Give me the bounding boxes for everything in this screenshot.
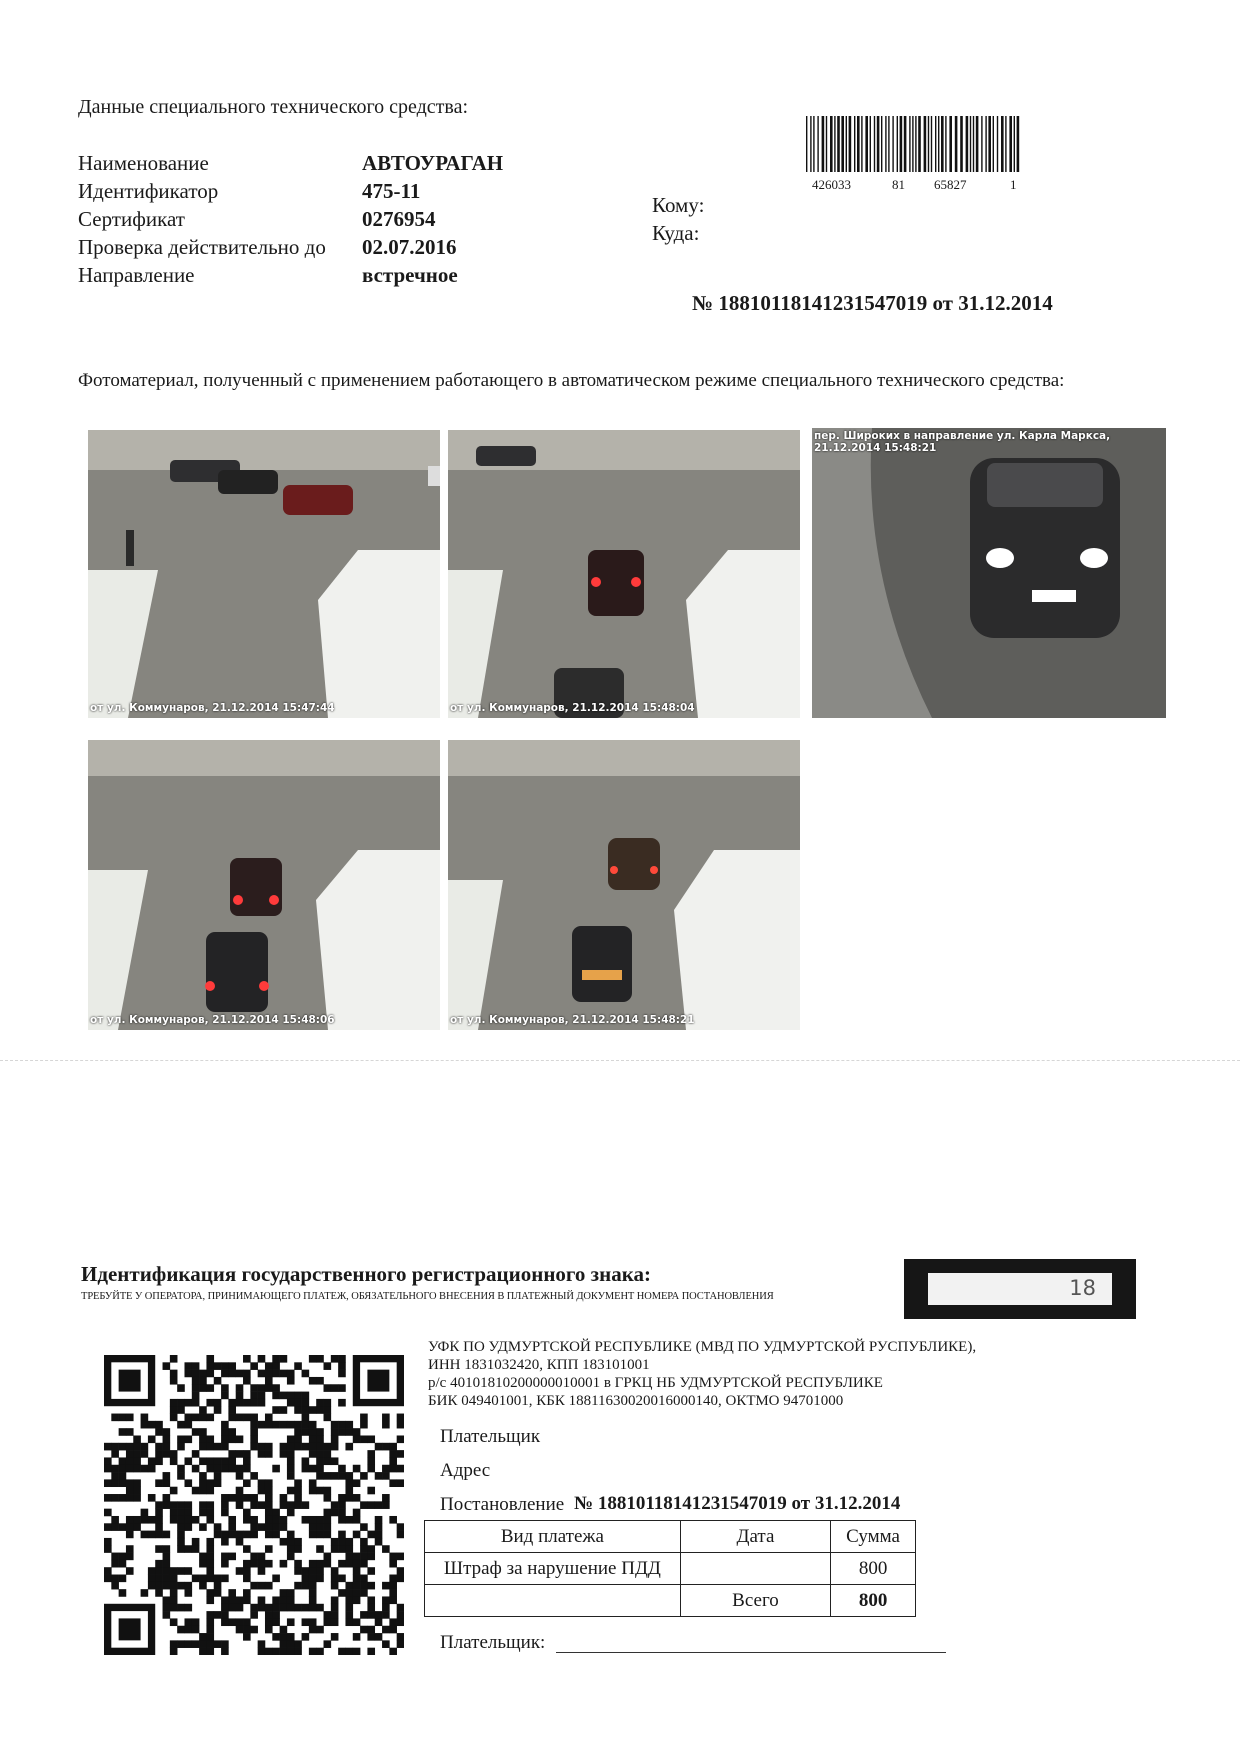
- qr-code: [104, 1355, 404, 1655]
- plate-field: [904, 1259, 1136, 1319]
- barcode-digits-1: 426033: [812, 177, 851, 192]
- recipient-where-label: Куда:: [652, 221, 700, 245]
- photo-caption: от ул. Коммунаров, 21.12.2014 15:47:44: [90, 702, 335, 714]
- payer-label: Плательщик: [440, 1426, 541, 1447]
- spec-label: Наименование: [78, 151, 209, 175]
- photo-intro: Фотоматериал, полученный с применением работающего в автоматическом режиме специального технического средства:: [78, 370, 1065, 391]
- spec-row-valid-until: [78, 235, 558, 263]
- table-header-row: [425, 1521, 916, 1553]
- barcode-bars: [806, 116, 1020, 172]
- photo-caption: от ул. Коммунаров, 21.12.2014 15:48:21: [450, 1014, 695, 1026]
- recipient-to-label: Кому:: [652, 193, 705, 217]
- payee-line: р/с 40101810200000010001 в ГРКЦ НБ УДМУРТСКОЙ РЕСПУБЛИКЕ: [428, 1375, 883, 1391]
- violation-photo-4: [88, 740, 440, 1030]
- street-scene: [448, 430, 800, 718]
- col-header-date: Дата: [680, 1521, 830, 1553]
- spec-value: АВТОУРАГАН: [362, 151, 504, 175]
- violation-photo-3: [812, 428, 1166, 718]
- spec-label: Проверка действительно до: [78, 235, 326, 259]
- spec-label: Идентификатор: [78, 179, 219, 203]
- col-header-type: Вид платежа: [425, 1521, 681, 1553]
- spec-value: 02.07.2016: [362, 235, 457, 259]
- resolution-number: № 18810118141231547019 от 31.12.2014: [692, 291, 1053, 315]
- payment-type: Штраф за нарушение ПДД: [425, 1553, 681, 1585]
- street-scene: [448, 740, 800, 1030]
- payment-date: [680, 1553, 830, 1585]
- payment-table: [424, 1520, 916, 1617]
- total-label: Всего: [680, 1585, 830, 1617]
- spec-section-title: Данные специального технического средства:: [78, 96, 469, 118]
- ident-note: ТРЕБУЙТЕ У ОПЕРАТОРА, ПРИНИМАЮЩЕГО ПЛАТЕЖ, ОБЯЗАТЕЛЬНОГО ВНЕСЕНИЯ В ПЛАТЕЖНЫЙ ДОКУМЕНТ НОМЕРА ПОСТАНОВЛЕНИЯ: [81, 1291, 774, 1302]
- spec-row-direction: [78, 263, 558, 291]
- signature-label: Плательщик:: [440, 1632, 546, 1653]
- street-scene: [88, 430, 440, 718]
- photo-caption: от ул. Коммунаров, 21.12.2014 15:48:04: [450, 702, 695, 714]
- photo-caption: от ул. Коммунаров, 21.12.2014 15:48:06: [90, 1014, 335, 1026]
- payee-line: БИК 049401001, КБК 18811630020016000140, ОКТМО 94701000: [428, 1393, 844, 1409]
- spec-label: Направление: [78, 263, 195, 287]
- payer-resolution-number: № 18810118141231547019 от 31.12.2014: [574, 1493, 901, 1514]
- car-closeup-scene: [812, 428, 1166, 718]
- payment-amount: 800: [831, 1553, 916, 1585]
- violation-photo-2: [448, 430, 800, 718]
- empty-cell: [425, 1585, 681, 1617]
- photo-caption: пер. Широких в направление ул. Карла Маркса, 21.12.2014 15:48:21: [814, 430, 1111, 454]
- violation-photo-5: [448, 740, 800, 1030]
- payee-details: [428, 1338, 976, 1410]
- col-header-amount: Сумма: [831, 1521, 916, 1553]
- barcode: [806, 116, 1020, 192]
- spec-label: Сертификат: [78, 207, 185, 231]
- spec-row-identifier: [78, 179, 558, 207]
- fold-line: [0, 1060, 1240, 1062]
- spec-value: 0276954: [362, 207, 436, 231]
- total-amount: 800: [831, 1585, 916, 1617]
- spec-value: 475-11: [362, 179, 421, 203]
- table-total-row: [425, 1585, 916, 1617]
- spec-row-certificate: [78, 207, 558, 235]
- violation-photo-1: [88, 430, 440, 718]
- street-scene: [88, 740, 440, 1030]
- address-label: Адрес: [440, 1460, 491, 1481]
- ident-title: Идентификация государственного регистрационного знака:: [81, 1262, 651, 1286]
- resolution-label: Постановление: [440, 1494, 565, 1515]
- table-row: [425, 1553, 916, 1585]
- spec-value: встречное: [362, 263, 458, 287]
- spec-row-name: [78, 151, 558, 179]
- barcode-digits-4: 1: [1010, 177, 1017, 192]
- payee-line: ИНН 1831032420, КПП 183101001: [428, 1357, 650, 1373]
- barcode-digits-2: 81: [892, 177, 905, 192]
- barcode-digits-3: 65827: [934, 177, 967, 192]
- signature-line[interactable]: [556, 1652, 946, 1653]
- plate-region: 18: [1069, 1276, 1096, 1300]
- payee-line: УФК ПО УДМУРТСКОЙ РЕСПУБЛИКЕ (МВД ПО УДМУРТСКОЙ РУСПУБЛИКЕ),: [428, 1339, 977, 1355]
